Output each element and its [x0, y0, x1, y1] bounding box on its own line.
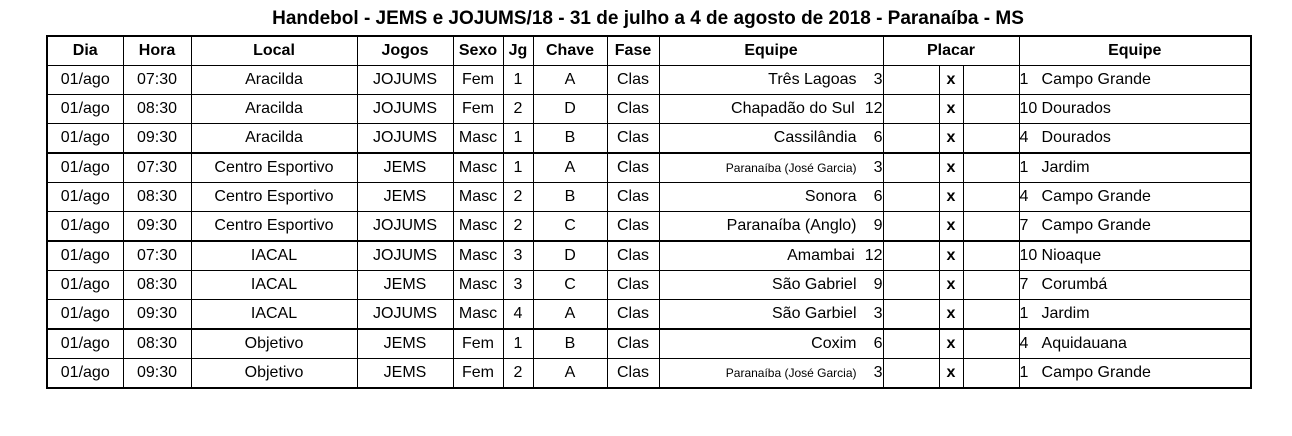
- cell-team-b: [1019, 153, 1251, 183]
- table-row: [47, 124, 1251, 154]
- team-a-name: Amambai: [787, 247, 855, 264]
- cell-fase: Clas: [607, 271, 659, 300]
- team-a-name: Paranaíba (José Garcia): [725, 366, 857, 380]
- placar-b-field: [963, 212, 1019, 242]
- cell-chave: A: [533, 66, 607, 95]
- cell-jogos: JOJUMS: [357, 300, 453, 330]
- cell-team-a: [659, 212, 883, 242]
- table-row: [47, 212, 1251, 242]
- placar-b-field: [963, 359, 1019, 389]
- cell-dia: 01/ago: [47, 241, 123, 271]
- cell-fase: Clas: [607, 124, 659, 154]
- cell-team-b: [1019, 271, 1251, 300]
- cell-sexo: Fem: [453, 95, 503, 124]
- cell-fase: Clas: [607, 95, 659, 124]
- table-row: [47, 95, 1251, 124]
- cell-sexo: Masc: [453, 271, 503, 300]
- cell-local: Centro Esportivo: [191, 153, 357, 183]
- team-a-score: 9: [873, 217, 883, 234]
- cell-dia: 01/ago: [47, 271, 123, 300]
- cell-dia: 01/ago: [47, 212, 123, 242]
- placar-b-field: [963, 329, 1019, 359]
- table-row: [47, 153, 1251, 183]
- team-a-score: 6: [873, 129, 883, 146]
- cell-hora: 08:30: [123, 329, 191, 359]
- table-row: [47, 66, 1251, 95]
- cell-jg: 2: [503, 359, 533, 389]
- placar-separator: x: [939, 95, 963, 124]
- placar-a-field: [883, 183, 939, 212]
- cell-chave: D: [533, 95, 607, 124]
- cell-hora: 07:30: [123, 66, 191, 95]
- cell-team-a: [659, 124, 883, 154]
- cell-sexo: Fem: [453, 359, 503, 389]
- table-row: [47, 183, 1251, 212]
- placar-separator: x: [939, 153, 963, 183]
- placar-a-field: [883, 241, 939, 271]
- team-a-name: Chapadão do Sul: [731, 100, 855, 117]
- cell-chave: A: [533, 153, 607, 183]
- team-b-name: Aquidauana: [1041, 335, 1127, 352]
- table-row: [47, 300, 1251, 330]
- schedule-table: [46, 35, 1252, 389]
- header-hora: Hora: [123, 36, 191, 66]
- placar-a-field: [883, 212, 939, 242]
- placar-b-field: [963, 241, 1019, 271]
- cell-team-b: [1019, 66, 1251, 95]
- team-b-name: Campo Grande: [1041, 217, 1151, 234]
- cell-sexo: Masc: [453, 241, 503, 271]
- cell-jogos: JEMS: [357, 183, 453, 212]
- cell-fase: Clas: [607, 183, 659, 212]
- cell-team-a: [659, 359, 883, 389]
- cell-fase: Clas: [607, 241, 659, 271]
- cell-dia: 01/ago: [47, 66, 123, 95]
- cell-chave: A: [533, 359, 607, 389]
- cell-fase: Clas: [607, 300, 659, 330]
- cell-local: Aracilda: [191, 66, 357, 95]
- cell-hora: 08:30: [123, 183, 191, 212]
- cell-jg: 4: [503, 300, 533, 330]
- header-sexo: Sexo: [453, 36, 503, 66]
- team-a-score: 6: [873, 188, 883, 205]
- cell-sexo: Masc: [453, 212, 503, 242]
- cell-team-b: [1019, 359, 1251, 389]
- placar-separator: x: [939, 66, 963, 95]
- cell-team-a: [659, 271, 883, 300]
- placar-separator: x: [939, 271, 963, 300]
- cell-local: Aracilda: [191, 124, 357, 154]
- team-b-name: Dourados: [1041, 129, 1111, 146]
- placar-b-field: [963, 271, 1019, 300]
- cell-chave: B: [533, 329, 607, 359]
- team-a-score: 9: [873, 276, 883, 293]
- header-jogos: Jogos: [357, 36, 453, 66]
- header-chave: Chave: [533, 36, 607, 66]
- team-b-score: 10: [1019, 247, 1038, 264]
- cell-sexo: Fem: [453, 66, 503, 95]
- header-local: Local: [191, 36, 357, 66]
- cell-local: Objetivo: [191, 329, 357, 359]
- placar-b-field: [963, 66, 1019, 95]
- cell-fase: Clas: [607, 153, 659, 183]
- placar-a-field: [883, 359, 939, 389]
- cell-jg: 3: [503, 271, 533, 300]
- cell-jg: 1: [503, 329, 533, 359]
- cell-team-b: [1019, 329, 1251, 359]
- placar-b-field: [963, 95, 1019, 124]
- team-a-score: 12: [864, 100, 883, 117]
- team-b-score: 7: [1019, 276, 1029, 293]
- placar-a-field: [883, 66, 939, 95]
- cell-jg: 2: [503, 95, 533, 124]
- cell-dia: 01/ago: [47, 300, 123, 330]
- cell-fase: Clas: [607, 359, 659, 389]
- team-a-score: 3: [873, 159, 883, 176]
- cell-team-b: [1019, 212, 1251, 242]
- team-a-name: Paranaíba (Anglo): [726, 217, 857, 234]
- placar-b-field: [963, 124, 1019, 154]
- cell-sexo: Masc: [453, 153, 503, 183]
- team-a-score: 6: [873, 335, 883, 352]
- cell-team-b: [1019, 241, 1251, 271]
- cell-sexo: Masc: [453, 124, 503, 154]
- cell-team-b: [1019, 95, 1251, 124]
- cell-jogos: JOJUMS: [357, 66, 453, 95]
- cell-chave: C: [533, 271, 607, 300]
- table-row: [47, 329, 1251, 359]
- cell-fase: Clas: [607, 212, 659, 242]
- placar-separator: x: [939, 359, 963, 389]
- cell-sexo: Masc: [453, 183, 503, 212]
- header-equipe-a: Equipe: [659, 36, 883, 66]
- cell-team-b: [1019, 124, 1251, 154]
- team-b-score: 1: [1019, 364, 1029, 381]
- cell-team-a: [659, 153, 883, 183]
- cell-jg: 2: [503, 212, 533, 242]
- cell-dia: 01/ago: [47, 153, 123, 183]
- placar-a-field: [883, 329, 939, 359]
- cell-chave: D: [533, 241, 607, 271]
- team-a-score: 3: [873, 305, 883, 322]
- team-b-name: Campo Grande: [1041, 364, 1151, 381]
- cell-team-b: [1019, 183, 1251, 212]
- cell-team-a: [659, 183, 883, 212]
- cell-local: IACAL: [191, 241, 357, 271]
- cell-team-a: [659, 241, 883, 271]
- cell-team-a: [659, 66, 883, 95]
- team-a-name: Coxim: [811, 335, 857, 352]
- cell-chave: B: [533, 124, 607, 154]
- cell-jg: 2: [503, 183, 533, 212]
- team-b-name: Corumbá: [1041, 276, 1108, 293]
- cell-local: Centro Esportivo: [191, 212, 357, 242]
- placar-a-field: [883, 300, 939, 330]
- team-b-score: 4: [1019, 335, 1029, 352]
- team-b-name: Jardim: [1041, 159, 1090, 176]
- placar-b-field: [963, 153, 1019, 183]
- cell-jogos: JEMS: [357, 329, 453, 359]
- cell-team-a: [659, 329, 883, 359]
- team-b-score: 1: [1019, 305, 1029, 322]
- cell-hora: 09:30: [123, 300, 191, 330]
- cell-hora: 08:30: [123, 95, 191, 124]
- team-a-score: 3: [873, 364, 883, 381]
- header-dia: Dia: [47, 36, 123, 66]
- placar-b-field: [963, 183, 1019, 212]
- cell-dia: 01/ago: [47, 329, 123, 359]
- placar-separator: x: [939, 300, 963, 330]
- team-b-name: Dourados: [1041, 100, 1111, 117]
- cell-local: Objetivo: [191, 359, 357, 389]
- cell-jg: 1: [503, 66, 533, 95]
- team-a-name: Três Lagoas: [768, 71, 857, 88]
- cell-jg: 1: [503, 153, 533, 183]
- header-placar: Placar: [883, 36, 1019, 66]
- placar-separator: x: [939, 329, 963, 359]
- cell-hora: 09:30: [123, 359, 191, 389]
- cell-jogos: JOJUMS: [357, 212, 453, 242]
- team-a-name: São Garbiel: [772, 305, 857, 322]
- placar-a-field: [883, 153, 939, 183]
- team-a-name: Paranaíba (José Garcia): [725, 161, 857, 175]
- cell-dia: 01/ago: [47, 124, 123, 154]
- cell-jogos: JEMS: [357, 153, 453, 183]
- team-b-score: 7: [1019, 217, 1029, 234]
- cell-chave: C: [533, 212, 607, 242]
- cell-chave: A: [533, 300, 607, 330]
- cell-sexo: Fem: [453, 329, 503, 359]
- placar-separator: x: [939, 124, 963, 154]
- cell-dia: 01/ago: [47, 183, 123, 212]
- cell-hora: 08:30: [123, 271, 191, 300]
- team-b-score: 4: [1019, 188, 1029, 205]
- table-row: [47, 359, 1251, 389]
- header-equipe-b: Equipe: [1019, 36, 1251, 66]
- team-b-name: Nioaque: [1041, 247, 1102, 264]
- cell-fase: Clas: [607, 329, 659, 359]
- team-b-score: 1: [1019, 159, 1029, 176]
- cell-jogos: JOJUMS: [357, 241, 453, 271]
- cell-jogos: JEMS: [357, 271, 453, 300]
- cell-hora: 07:30: [123, 241, 191, 271]
- cell-dia: 01/ago: [47, 95, 123, 124]
- page-title: Handebol - JEMS e JOJUMS/18 - 31 de julho a 4 de agosto de 2018 - Paranaíba - MS: [272, 8, 1024, 29]
- placar-separator: x: [939, 212, 963, 242]
- cell-hora: 09:30: [123, 212, 191, 242]
- team-b-score: 4: [1019, 129, 1029, 146]
- team-a-score: 12: [864, 247, 883, 264]
- cell-sexo: Masc: [453, 300, 503, 330]
- team-b-name: Campo Grande: [1041, 188, 1151, 205]
- cell-jg: 3: [503, 241, 533, 271]
- cell-dia: 01/ago: [47, 359, 123, 389]
- header-jg: Jg: [503, 36, 533, 66]
- team-a-score: 3: [873, 71, 883, 88]
- cell-chave: B: [533, 183, 607, 212]
- cell-hora: 09:30: [123, 124, 191, 154]
- placar-separator: x: [939, 241, 963, 271]
- placar-a-field: [883, 271, 939, 300]
- team-a-name: Sonora: [804, 188, 857, 205]
- cell-local: IACAL: [191, 271, 357, 300]
- cell-jogos: JOJUMS: [357, 124, 453, 154]
- table-row: [47, 241, 1251, 271]
- table-body: [47, 66, 1251, 389]
- table-row: [47, 271, 1251, 300]
- team-a-name: Cassilândia: [773, 129, 857, 146]
- team-b-score: 1: [1019, 71, 1029, 88]
- cell-team-a: [659, 300, 883, 330]
- header-fase: Fase: [607, 36, 659, 66]
- team-b-name: Jardim: [1041, 305, 1090, 322]
- placar-separator: x: [939, 183, 963, 212]
- cell-team-a: [659, 95, 883, 124]
- placar-a-field: [883, 124, 939, 154]
- team-b-score: 10: [1019, 100, 1038, 117]
- cell-local: Aracilda: [191, 95, 357, 124]
- cell-jg: 1: [503, 124, 533, 154]
- cell-local: IACAL: [191, 300, 357, 330]
- cell-jogos: JOJUMS: [357, 95, 453, 124]
- team-b-name: Campo Grande: [1041, 71, 1151, 88]
- cell-fase: Clas: [607, 66, 659, 95]
- placar-a-field: [883, 95, 939, 124]
- cell-local: Centro Esportivo: [191, 183, 357, 212]
- header-row: [47, 36, 1251, 66]
- team-a-name: São Gabriel: [772, 276, 857, 293]
- cell-team-b: [1019, 300, 1251, 330]
- cell-jogos: JEMS: [357, 359, 453, 389]
- cell-hora: 07:30: [123, 153, 191, 183]
- placar-b-field: [963, 300, 1019, 330]
